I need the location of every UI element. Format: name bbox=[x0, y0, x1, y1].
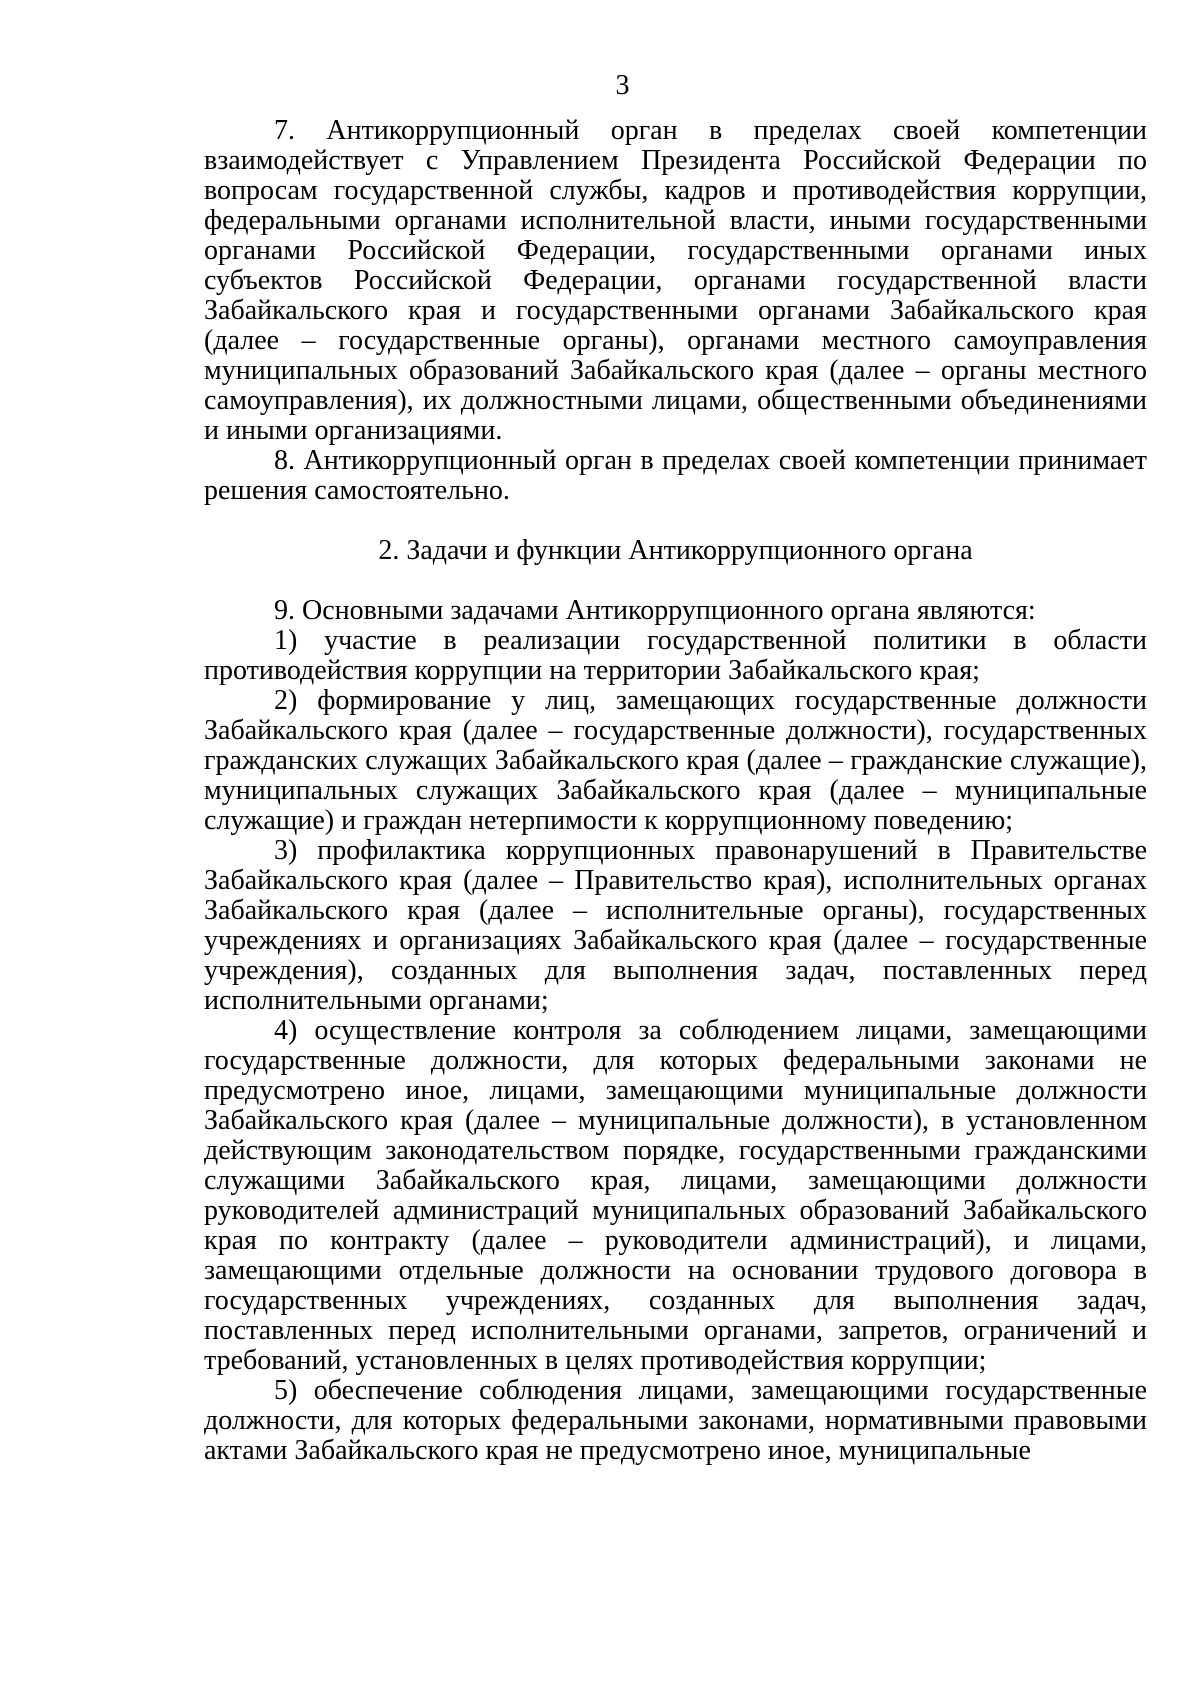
paragraph-8: 8. Антикоррупционный орган в пределах своей компетенции принимает решения самостоятельно. bbox=[204, 445, 1147, 506]
document-body bbox=[204, 116, 1147, 1466]
list-item-1: 1) участие в реализации государственной политики в области противодействия коррупции на территории Забайкальского края; bbox=[204, 625, 1147, 686]
list-item-5: 5) обеспечение соблюдения лицами, замещающими государственные должности, для которых федеральными законами, нормативными правовыми актами Забайкальского края не предусмотрено иное, муниципальные bbox=[204, 1375, 1147, 1466]
list-item-3: 3) профилактика коррупционных правонарушений в Правительстве Забайкальского края (далее – Правительство края), исполнительных органах Забайкальского края (далее – исполнительные органы), государственных учреждениях и организациях Забайкальского края (далее – государственные учреждения), созданных для выполнения задач, поставленных перед исполнительными органами; bbox=[204, 835, 1147, 1016]
list-item-4: 4) осуществление контроля за соблюдением лицами, замещающими государственные должности, для которых федеральными законами не предусмотрено иное, лицами, замещающими муниципальные должности Забайкальского края (далее – муниципальные должности), в установленном действующим законодательством порядке, государственными гражданскими служащими Забайкальского края, лицами, замещающими должности руководителей администраций муниципальных образований Забайкальского края по контракту (далее – руководители администраций), и лицами, замещающими отдельные должности на основании трудового договора в государственных учреждениях, созданных для выполнения задач, поставленных перед исполнительными органами, запретов, ограничений и требований, установленных в целях противодействия коррупции; bbox=[204, 1015, 1147, 1376]
paragraph-7: 7. Антикоррупционный орган в пределах своей компетенции взаимодействует с Управлением Президента Российской Федерации по вопросам государственной службы, кадров и противодействия коррупции, федеральными органами исполнительной власти, иными государственными органами Российской Федерации, государственными органами иных субъектов Российской Федерации, органами государственной власти Забайкальского края и государственными органами Забайкальского края (далее – государственные органы), органами местного самоуправления муниципальных образований Забайкальского края (далее – органы местного самоуправления), их должностными лицами, общественными объединениями и иными организациями. bbox=[204, 115, 1147, 446]
list-item-2: 2) формирование у лиц, замещающих государственные должности Забайкальского края (далее – государственные должности), государственных гражданских служащих Забайкальского края (далее – гражданские служащие), муниципальных служащих Забайкальского края (далее – муниципальные служащие) и граждан нетерпимости к коррупционному поведению; bbox=[204, 685, 1147, 836]
paragraph-9: 9. Основными задачами Антикоррупционного органа являются: bbox=[274, 595, 1036, 626]
section-heading: 2. Задачи и функции Антикоррупционного органа bbox=[378, 535, 973, 566]
page-number: 3 bbox=[615, 70, 630, 101]
